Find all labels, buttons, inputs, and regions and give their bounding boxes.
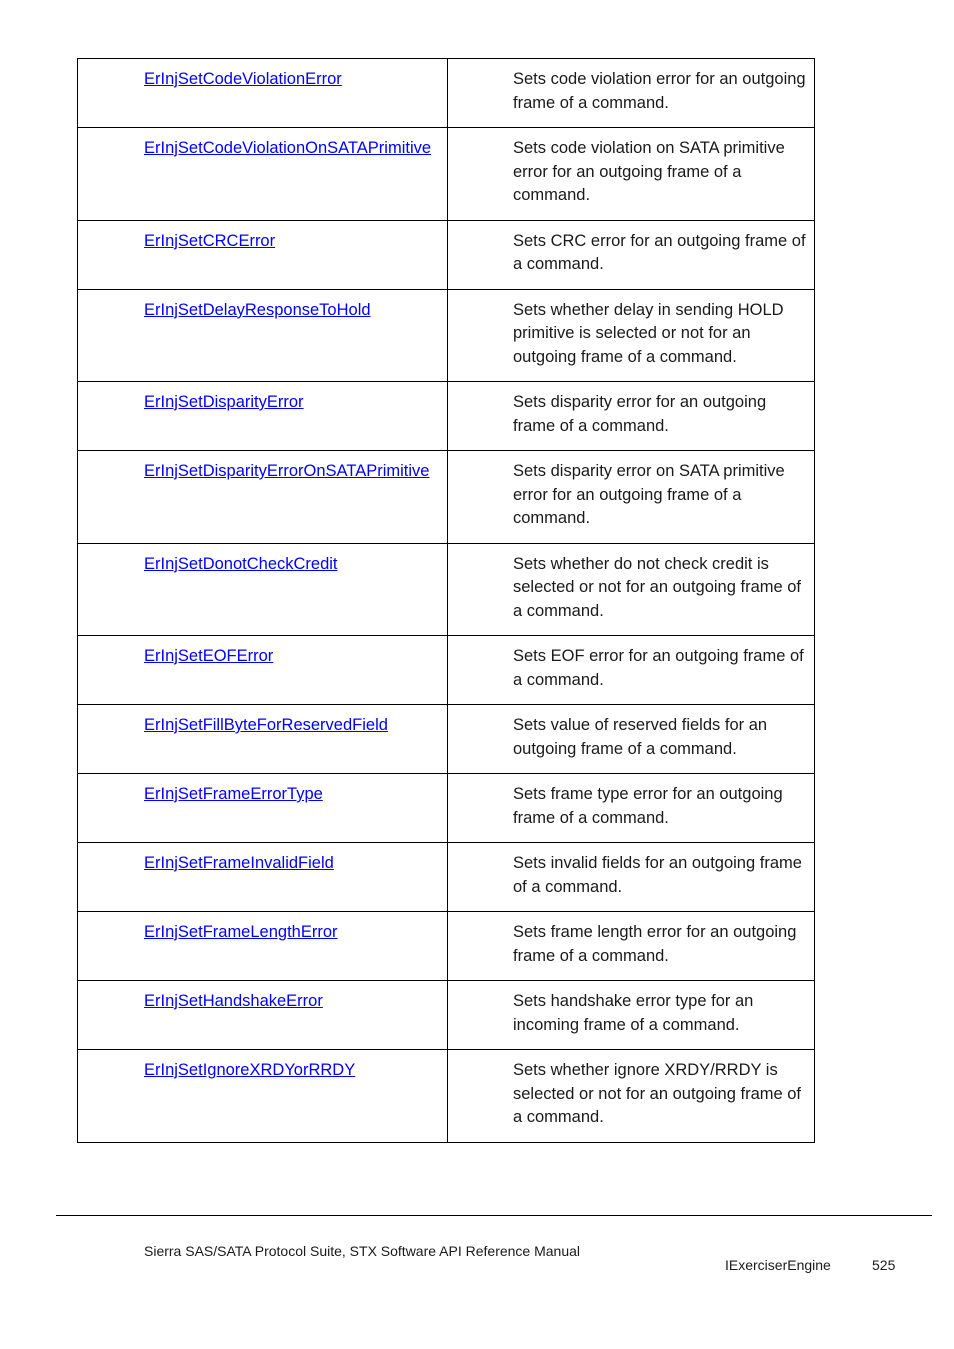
function-description: Sets CRC error for an outgoing frame of a command. (448, 220, 815, 289)
function-name-cell (78, 451, 448, 544)
function-description: Sets frame type error for an outgoing frame of a command. (448, 774, 815, 843)
function-description: Sets whether do not check credit is selected or not for an outgoing frame of a command. (448, 543, 815, 636)
function-name-cell (78, 543, 448, 636)
function-link[interactable]: ErInjSetDonotCheckCredit (144, 554, 338, 573)
function-description: Sets EOF error for an outgoing frame of a command. (448, 636, 815, 705)
function-description: Sets value of reserved fields for an outgoing frame of a command. (448, 705, 815, 774)
table-row (78, 543, 815, 636)
function-name-cell (78, 1050, 448, 1143)
function-name-cell (78, 382, 448, 451)
function-description: Sets invalid fields for an outgoing frame of a command. (448, 843, 815, 912)
table-row (78, 1050, 815, 1143)
function-description: Sets code violation error for an outgoing frame of a command. (448, 59, 815, 128)
function-link[interactable]: ErInjSetDelayResponseToHold (144, 300, 371, 319)
function-name-cell (78, 843, 448, 912)
function-name-cell (78, 774, 448, 843)
table-row (78, 59, 815, 128)
page-number: 525 (872, 1257, 896, 1273)
table-row (78, 981, 815, 1050)
table-row (78, 220, 815, 289)
table-row (78, 843, 815, 912)
function-description: Sets disparity error for an outgoing frame of a command. (448, 382, 815, 451)
function-link[interactable]: ErInjSetEOFError (144, 647, 274, 665)
function-name-cell (78, 705, 448, 774)
footer-section-name: IExerciserEngine (725, 1257, 831, 1273)
function-name-cell (78, 912, 448, 981)
function-name-cell (78, 128, 448, 221)
api-function-table (77, 58, 815, 1143)
function-name-cell (78, 59, 448, 128)
table-row (78, 705, 815, 774)
function-link[interactable]: ErInjSetFrameInvalidField (144, 854, 334, 872)
footer-manual-title: Sierra SAS/SATA Protocol Suite, STX Software API Reference Manual (144, 1243, 581, 1259)
api-table-body (78, 59, 815, 1143)
function-link[interactable]: ErInjSetCRCError (144, 231, 276, 250)
table-row (78, 289, 815, 382)
footer-divider (56, 1215, 932, 1216)
function-description: Sets disparity error on SATA primitive error for an outgoing frame of a command. (448, 451, 815, 544)
function-description: Sets whether delay in sending HOLD primitive is selected or not for an outgoing frame of a command. (448, 289, 815, 382)
table-row (78, 382, 815, 451)
function-description: Sets handshake error type for an incoming frame of a command. (448, 981, 815, 1050)
function-link[interactable]: ErInjSetCodeViolationOnSATAPrimitive (144, 139, 432, 157)
function-name-cell (78, 981, 448, 1050)
function-link[interactable]: ErInjSetDisparityErrorOnSATAPrimitive (144, 462, 430, 480)
function-name-cell (78, 220, 448, 289)
function-link[interactable]: ErInjSetFrameLengthError (144, 923, 338, 941)
function-link[interactable]: ErInjSetDisparityError (144, 393, 304, 411)
function-description: Sets whether ignore XRDY/RRDY is selected or not for an outgoing frame of a command. (448, 1050, 815, 1143)
table-row (78, 636, 815, 705)
function-description: Sets frame length error for an outgoing frame of a command. (448, 912, 815, 981)
function-link[interactable]: ErInjSetFrameErrorType (144, 785, 323, 803)
table-row (78, 128, 815, 221)
function-link[interactable]: ErInjSetCodeViolationError (144, 70, 342, 88)
function-link[interactable]: ErInjSetHandshakeError (144, 992, 323, 1010)
function-link[interactable]: ErInjSetIgnoreXRDYorRRDY (144, 1061, 356, 1079)
function-name-cell (78, 636, 448, 705)
table-row (78, 451, 815, 544)
function-link[interactable]: ErInjSetFillByteForReservedField (144, 716, 388, 734)
table-row (78, 912, 815, 981)
table-row (78, 774, 815, 843)
function-name-cell (78, 289, 448, 382)
function-description: Sets code violation on SATA primitive error for an outgoing frame of a command. (448, 128, 815, 221)
